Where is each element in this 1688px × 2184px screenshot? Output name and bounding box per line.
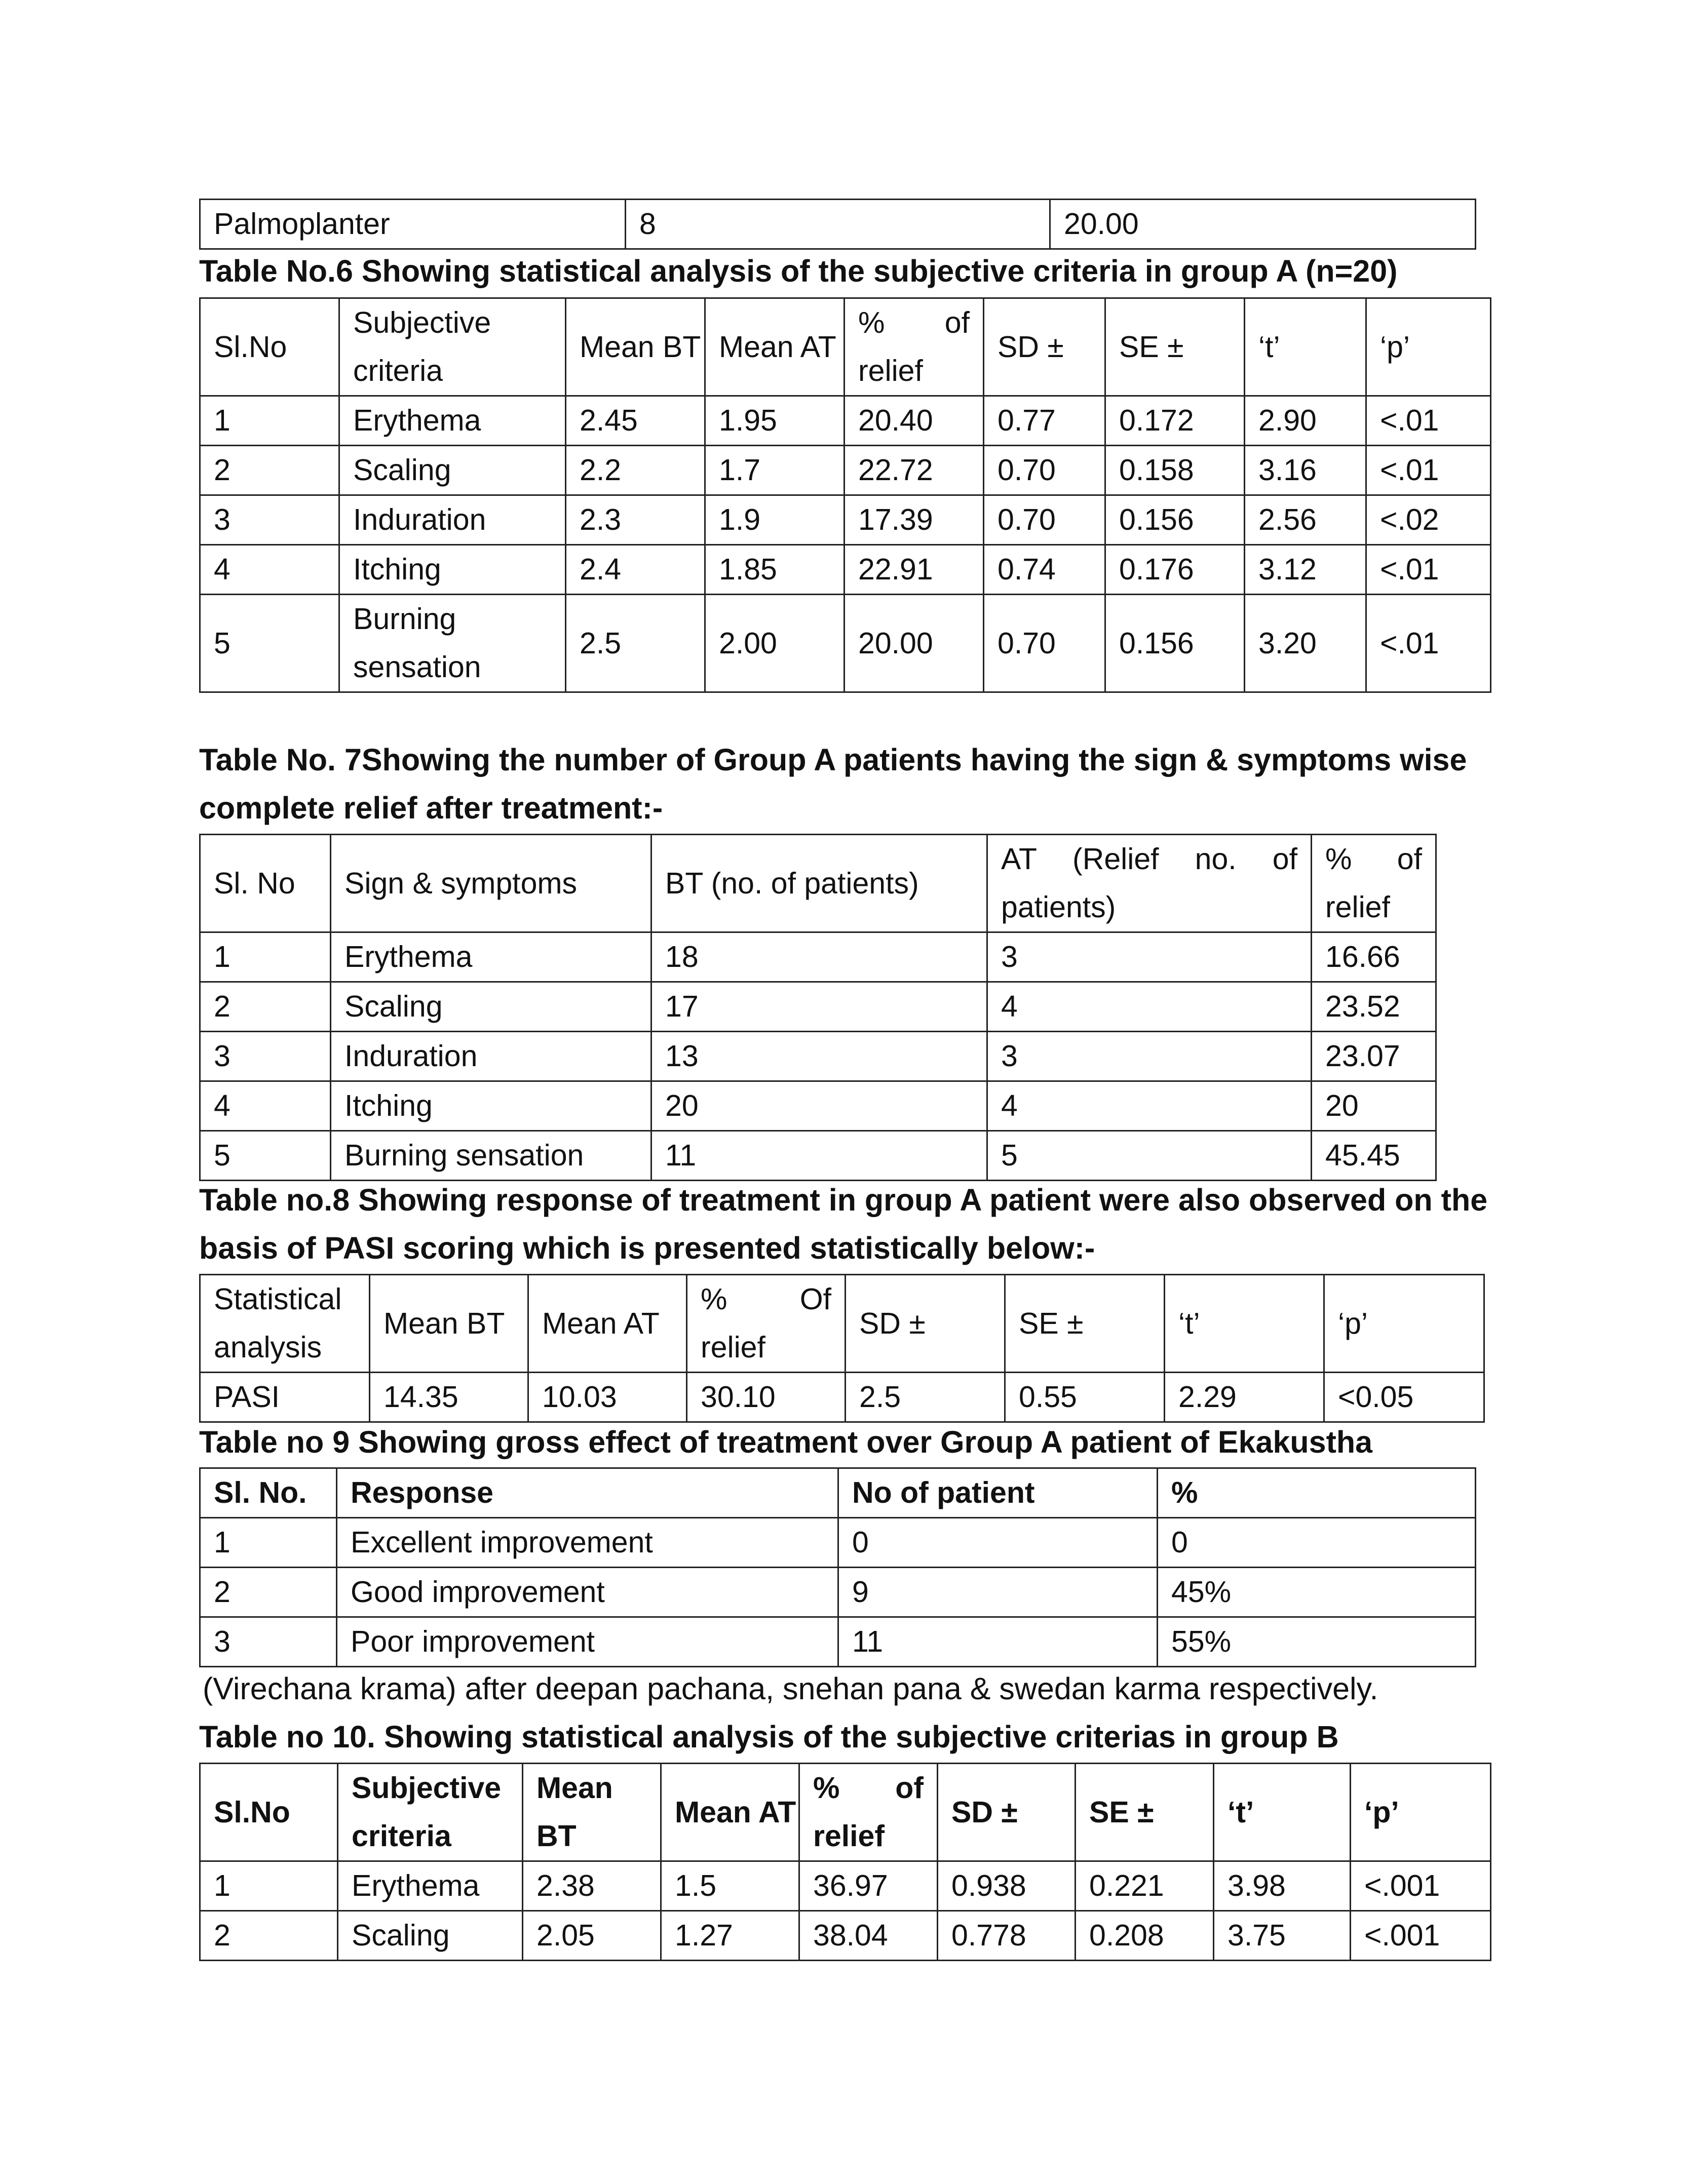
table-cell: Erythema <box>339 396 566 446</box>
table-cell: 0.221 <box>1076 1861 1214 1911</box>
header-cell: Mean BT <box>523 1764 661 1861</box>
table-cell: 0.55 <box>1005 1373 1165 1422</box>
header-cell: SE ± <box>1076 1764 1214 1861</box>
table-cell: Induration <box>339 495 566 545</box>
table-cell: Scaling <box>338 1911 523 1961</box>
table-cell: 4 <box>987 1081 1312 1131</box>
table-cell: 20.40 <box>845 396 984 446</box>
table-cell: 1 <box>200 396 339 446</box>
table-cell: Poor improvement <box>337 1617 838 1667</box>
header-cell: SE ± <box>1005 1275 1165 1373</box>
header-cell: ‘t’ <box>1245 298 1366 396</box>
table-cell: <.02 <box>1366 495 1491 545</box>
table-cell: <.01 <box>1366 595 1491 692</box>
table-cell: 20.00 <box>845 595 984 692</box>
table-cell: Burning sensation <box>331 1131 651 1181</box>
table-cell: 3 <box>200 495 339 545</box>
table-row <box>200 1617 1476 1667</box>
table-cell: 9 <box>838 1568 1158 1617</box>
table8-header-row <box>200 1275 1484 1373</box>
header-cell: BT (no. of patients) <box>651 835 987 932</box>
header-cell: SE ± <box>1105 298 1245 396</box>
table-cell: 2.29 <box>1165 1373 1324 1422</box>
table-row <box>200 1081 1436 1131</box>
table-cell: 2.4 <box>566 545 705 595</box>
table-cell: <.01 <box>1366 446 1491 495</box>
table-cell: 0.156 <box>1105 595 1245 692</box>
header-cell: Sl. No. <box>200 1468 337 1518</box>
header-cell: ‘p’ <box>1324 1275 1484 1373</box>
table-cell: 11 <box>838 1617 1158 1667</box>
header-cell: Sl. No <box>200 835 331 932</box>
table-cell: 3.98 <box>1214 1861 1351 1911</box>
table-cell: 0.176 <box>1105 545 1245 595</box>
table-cell: Scaling <box>339 446 566 495</box>
table-cell: 2 <box>200 446 339 495</box>
table-cell: 20.00 <box>1050 200 1476 249</box>
table-cell: Burning sensation <box>339 595 566 692</box>
table-cell: 0 <box>1158 1518 1476 1568</box>
header-cell: Subjective criteria <box>338 1764 523 1861</box>
table-row <box>200 1131 1436 1181</box>
table-cell: 1.27 <box>661 1911 799 1961</box>
table-cell: 2.5 <box>846 1373 1005 1422</box>
table-cell: 2.45 <box>566 396 705 446</box>
table-cell: 5 <box>200 595 339 692</box>
header-cell: Mean AT <box>705 298 845 396</box>
table-cell: Good improvement <box>337 1568 838 1617</box>
header-cell: % <box>1158 1468 1476 1518</box>
table-cell: 1.9 <box>705 495 845 545</box>
table-row <box>200 1911 1491 1961</box>
table-cell: 3 <box>987 1032 1312 1081</box>
table-cell: 1 <box>200 932 331 982</box>
header-cell: AT (Relief no. of patients) <box>987 835 1312 932</box>
table-cell: 2.05 <box>523 1911 661 1961</box>
header-cell: Mean AT <box>528 1275 687 1373</box>
table-cell: 4 <box>200 1081 331 1131</box>
table-cell: Erythema <box>331 932 651 982</box>
table-row <box>200 595 1491 692</box>
table-cell: 0.70 <box>984 446 1105 495</box>
table-row <box>200 545 1491 595</box>
table-cell: 1.7 <box>705 446 845 495</box>
table9-header-row <box>200 1468 1476 1518</box>
table-cell: 3.20 <box>1245 595 1366 692</box>
header-cell: % of relief <box>1312 835 1436 932</box>
table-cell: Itching <box>339 545 566 595</box>
table-cell: 3 <box>200 1032 331 1081</box>
header-cell: Mean AT <box>661 1764 799 1861</box>
table-cell: 0.172 <box>1105 396 1245 446</box>
table-cell: 23.52 <box>1312 982 1436 1032</box>
table-cell: 36.97 <box>799 1861 938 1911</box>
table-row <box>200 932 1436 982</box>
table-cell: 2.56 <box>1245 495 1366 545</box>
table-cell: 20 <box>1312 1081 1436 1131</box>
table-cell: Itching <box>331 1081 651 1131</box>
table-cell: PASI <box>200 1373 370 1422</box>
table-cell: 2 <box>200 1568 337 1617</box>
table-cell: 0.938 <box>938 1861 1076 1911</box>
table-cell: 1 <box>200 1518 337 1568</box>
table-cell: 22.91 <box>845 545 984 595</box>
table-row <box>200 1373 1484 1422</box>
table-cell: 5 <box>200 1131 331 1181</box>
header-cell: Statistical analysis <box>200 1275 370 1373</box>
table-row <box>200 1861 1491 1911</box>
table-cell: 45% <box>1158 1568 1476 1617</box>
table-row <box>200 446 1491 495</box>
table-cell: 11 <box>651 1131 987 1181</box>
table-cell: 2.3 <box>566 495 705 545</box>
table-cell: 38.04 <box>799 1911 938 1961</box>
table-cell: 1.95 <box>705 396 845 446</box>
table-cell: 13 <box>651 1032 987 1081</box>
header-cell: SD ± <box>846 1275 1005 1373</box>
table-cell: 4 <box>200 545 339 595</box>
table-cell: Erythema <box>338 1861 523 1911</box>
table-cell: Scaling <box>331 982 651 1032</box>
table7-caption: Table No. 7Showing the number of Group A patients having the sign & symptoms wise complete relief after treatment:- <box>199 743 1467 825</box>
table-cell: 17 <box>651 982 987 1032</box>
table-cell: 23.07 <box>1312 1032 1436 1081</box>
table9 <box>199 1467 1476 1667</box>
header-cell: % Of relief <box>687 1275 846 1373</box>
header-cell: Mean BT <box>566 298 705 396</box>
table-cell: 2.2 <box>566 446 705 495</box>
table-row <box>200 1568 1476 1617</box>
header-cell: ‘p’ <box>1366 298 1491 396</box>
table-row <box>200 200 1476 249</box>
table-cell: <.001 <box>1351 1911 1491 1961</box>
table-cell: 1 <box>200 1861 338 1911</box>
table7 <box>199 834 1437 1181</box>
table-cell: 30.10 <box>687 1373 846 1422</box>
table-cell: 2.00 <box>705 595 845 692</box>
table-cell: 20 <box>651 1081 987 1131</box>
header-cell: Mean BT <box>370 1275 528 1373</box>
table-cell: <.01 <box>1366 545 1491 595</box>
header-cell: ‘p’ <box>1351 1764 1491 1861</box>
table-cell: 3.12 <box>1245 545 1366 595</box>
table-cell: 10.03 <box>528 1373 687 1422</box>
table-cell: 14.35 <box>370 1373 528 1422</box>
table-row <box>200 1032 1436 1081</box>
table8 <box>199 1274 1485 1423</box>
table-cell: 1.5 <box>661 1861 799 1911</box>
header-cell: Sl.No <box>200 298 339 396</box>
header-cell: Sl.No <box>200 1764 338 1861</box>
table-cell: 55% <box>1158 1617 1476 1667</box>
table-row <box>200 1518 1476 1568</box>
table9-caption: Table no 9 Showing gross effect of treatment over Group A patient of Ekakustha <box>199 1425 1373 1459</box>
table-cell: 17.39 <box>845 495 984 545</box>
table-row <box>200 396 1491 446</box>
table-cell: <.01 <box>1366 396 1491 446</box>
header-cell: ‘t’ <box>1214 1764 1351 1861</box>
table-cell: 2.5 <box>566 595 705 692</box>
table10-caption: Table no 10. Showing statistical analysis of the subjective criterias in group B <box>199 1720 1339 1754</box>
table-cell: 2 <box>200 982 331 1032</box>
table-cell: Palmoplanter <box>200 200 626 249</box>
header-cell: ‘t’ <box>1165 1275 1324 1373</box>
table-cell: 0.208 <box>1076 1911 1214 1961</box>
table-cell: 2 <box>200 1911 338 1961</box>
table-cell: 2.90 <box>1245 396 1366 446</box>
table-cell: <0.05 <box>1324 1373 1484 1422</box>
table-cell: 3.75 <box>1214 1911 1351 1961</box>
table6 <box>199 297 1491 693</box>
table5-tail <box>199 199 1476 250</box>
table10 <box>199 1763 1491 1961</box>
table6-caption: Table No.6 Showing statistical analysis of the subjective criteria in group A (n=20) <box>199 254 1398 288</box>
table-cell: 5 <box>987 1131 1312 1181</box>
table-cell: 0.158 <box>1105 446 1245 495</box>
table10-header-row <box>200 1764 1491 1861</box>
table-cell: 8 <box>626 200 1050 249</box>
table-cell: 0.70 <box>984 595 1105 692</box>
table-cell: Excellent improvement <box>337 1518 838 1568</box>
table-cell: 22.72 <box>845 446 984 495</box>
table-cell: 1.85 <box>705 545 845 595</box>
table-cell: 18 <box>651 932 987 982</box>
header-cell: Sign & symptoms <box>331 835 651 932</box>
table-row <box>200 495 1491 545</box>
table-cell: 0.778 <box>938 1911 1076 1961</box>
table-cell: 4 <box>987 982 1312 1032</box>
table-cell: 0.74 <box>984 545 1105 595</box>
header-cell: % of relief <box>845 298 984 396</box>
table7-header-row <box>200 835 1436 932</box>
header-cell: Response <box>337 1468 838 1518</box>
table-cell: 0 <box>838 1518 1158 1568</box>
table-cell: 3.16 <box>1245 446 1366 495</box>
header-cell: No of patient <box>838 1468 1158 1518</box>
table-cell: 0.156 <box>1105 495 1245 545</box>
header-cell: SD ± <box>984 298 1105 396</box>
header-cell: % of relief <box>799 1764 938 1861</box>
table-cell: 3 <box>987 932 1312 982</box>
table-cell: 0.77 <box>984 396 1105 446</box>
table-cell: 3 <box>200 1617 337 1667</box>
table-cell: 0.70 <box>984 495 1105 545</box>
table5-continuation <box>199 199 1476 250</box>
table8-caption: Table no.8 Showing response of treatment in group A patient were also observed on the basis of PASI scoring which is presented statistically below:- <box>199 1183 1488 1265</box>
table-cell: <.001 <box>1351 1861 1491 1911</box>
table-cell: 16.66 <box>1312 932 1436 982</box>
header-cell: SD ± <box>938 1764 1076 1861</box>
table-row <box>200 982 1436 1032</box>
table6-header-row <box>200 298 1491 396</box>
body-text-note: (Virechana krama) after deepan pachana, snehan pana & swedan karma respectively. <box>203 1671 1378 1706</box>
header-cell: Subjective criteria <box>339 298 566 396</box>
table-cell: 2.38 <box>523 1861 661 1911</box>
table-cell: Induration <box>331 1032 651 1081</box>
table-cell: 45.45 <box>1312 1131 1436 1181</box>
